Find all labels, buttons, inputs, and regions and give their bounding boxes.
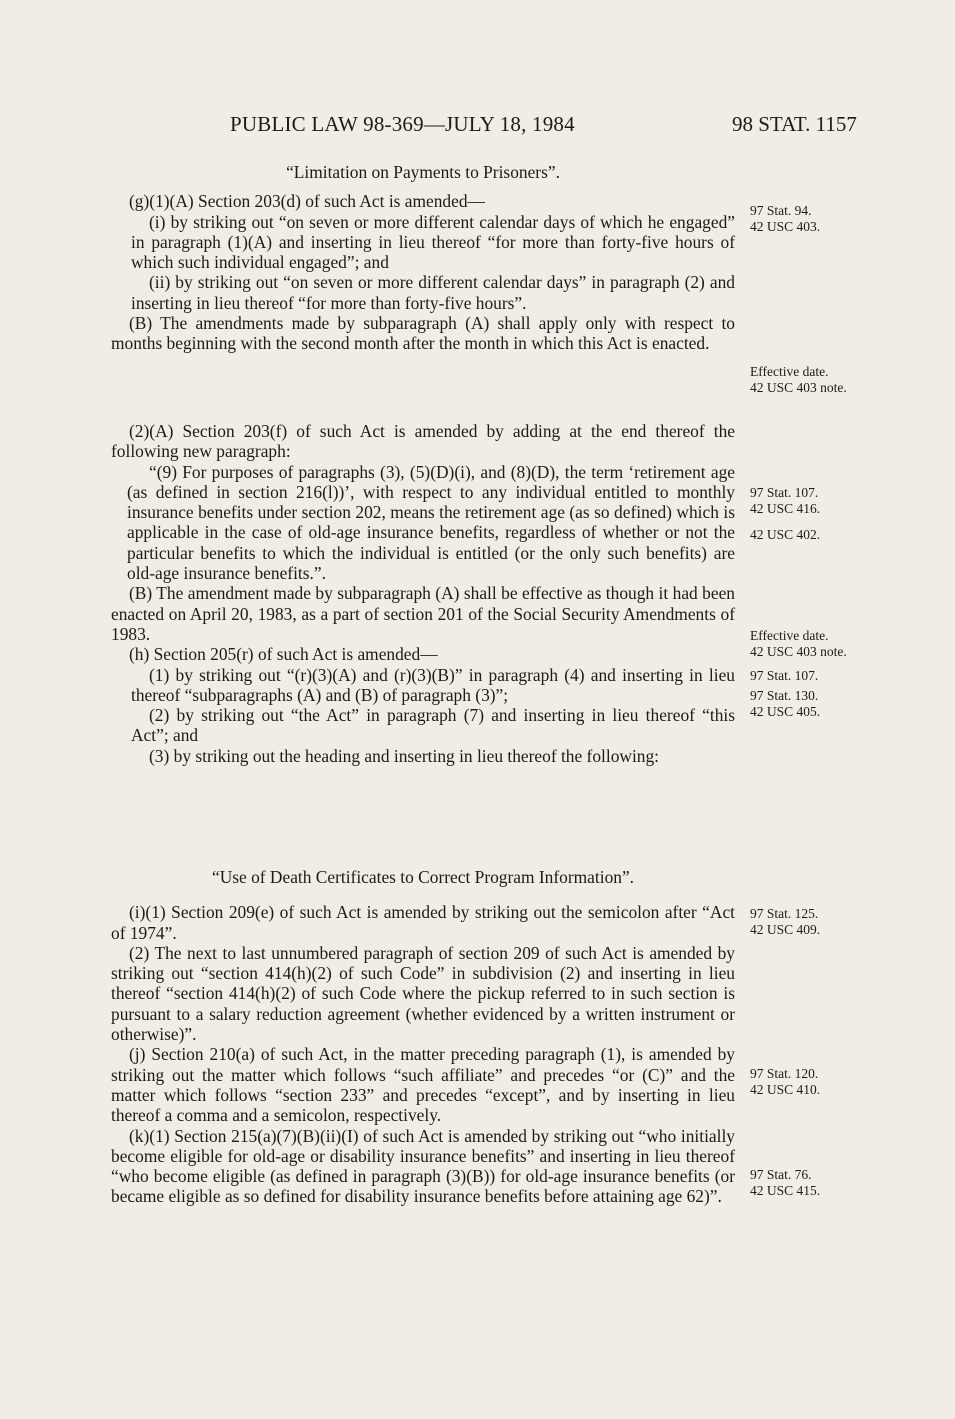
margin-note-2: Effective date. 42 USC 403 note. (750, 364, 847, 395)
paragraph-h: (h) Section 205(r) of such Act is amended— (129, 644, 438, 665)
margin-note-10: 97 Stat. 76. 42 USC 415. (750, 1167, 821, 1198)
section-heading-death-certificates: “Use of Death Certificates to Correct Program Information”. (211, 867, 635, 887)
page-title: PUBLIC LAW 98-369—JULY 18, 1984 (230, 112, 575, 136)
section-heading-prisoners: “Limitation on Payments to Prisoners”. (286, 162, 560, 182)
margin-note-3: 97 Stat. 107. 42 USC 416. (750, 485, 821, 516)
body-block-2 (111, 421, 735, 766)
stat-page-number: 98 STAT. 1157 (732, 112, 857, 136)
clause-g-i: (i) by striking out “on seven or more different calendar days of which he engaged” in paragraph (1)(A) and inserting in lieu thereof “for more than forty-five hours of which such individual engaged”; and (131, 211, 735, 273)
clause-h1: (1) by striking out “(r)(3)(A) and (r)(3)(B)” in paragraph (4) and inserting in lieu thereof “subparagraphs (A) and (B) of paragraph (3)”; (131, 664, 735, 705)
paragraph-i2: (2) The next to last unnumbered paragraph of section 209 of such Act is amended by striking out “section 414(h)(2) of such Code” in subdivision (2) and inserting in lieu thereof “section 414(h)(2) of such Code where the pickup referred to in such section is pursuant to a salary reduction agreement (whether evidenced by a written instrument or otherwise)”. (111, 942, 735, 1045)
clause-h3: (3) by striking out the heading and inserting in lieu thereof the following: (149, 745, 660, 766)
margin-note-1: 97 Stat. 94. 42 USC 403. (750, 203, 821, 234)
paragraph-gB: (B) The amendments made by subparagraph (A) shall apply only with respect to months beginning with the second month after the month in which this Act is enacted. (111, 313, 735, 354)
new-paragraph-9: “(9) For purposes of paragraphs (3), (5)(D)(i), and (8)(D), the term ‘retirement age (as defined in section 216(l))’, with respect to any individual entitled to monthly insurance benefits under section 202, means the retirement age (as so defined) which is applicable in the case of old-age insurance benefits, regardless of whether or not the particular benefits to which the individual is entitled (or the only such benefits) are old-age insurance benefits.”. (127, 461, 735, 584)
clause-g-ii: (ii) by striking out “on seven or more different calendar days” in paragraph (2) and inserting in lieu thereof “for more than forty-five hours”. (131, 272, 735, 313)
paragraph-g2B: (B) The amendment made by subparagraph (A) shall be effective as though it had been enacted on April 20, 1983, as a part of section 201 of the Social Security Amendments of 1983. (111, 583, 735, 644)
paragraph-j: (j) Section 210(a) of such Act, in the matter preceding paragraph (1), is amended by striking out the matter which follows “such affiliate” and precedes “or (C)” and the matter which follows “section 233” and precedes “except”, and by inserting in lieu thereof a comma and a semicolon, respectively. (111, 1044, 735, 1126)
paragraph-g1A: (g)(1)(A) Section 203(d) of such Act is amended— (129, 191, 485, 212)
paragraph-g2A: (2)(A) Section 203(f) of such Act is amended by adding at the end thereof the following new paragraph: (111, 421, 735, 462)
margin-note-6: 97 Stat. 107. (750, 668, 819, 683)
margin-note-9: 97 Stat. 120. 42 USC 410. (750, 1066, 821, 1097)
margin-note-4: 42 USC 402. (750, 527, 821, 542)
paragraph-k1: (k)(1) Section 215(a)(7)(B)(ii)(I) of such Act is amended by striking out “who initially become eligible for old-age or disability insurance benefits” and inserting in lieu thereof “who become eligible (as defined in paragraph (3)(B)) for old-age insurance benefits (or became eligible as so defined for disability insurance benefits before attaining age 62)”. (111, 1125, 735, 1207)
clause-h2: (2) by striking out “the Act” in paragraph (7) and inserting in lieu thereof “this Act”; and (131, 705, 735, 746)
margin-note-5: Effective date. 42 USC 403 note. (750, 628, 847, 659)
paragraph-i1: (i)(1) Section 209(e) of such Act is amended by striking out the semicolon after “Act of 1974”. (111, 902, 735, 943)
body-block-3 (111, 867, 735, 1207)
body-block-1 (111, 162, 735, 354)
margin-note-7: 97 Stat. 130. 42 USC 405. (750, 688, 821, 719)
margin-note-8: 97 Stat. 125. 42 USC 409. (750, 906, 821, 937)
